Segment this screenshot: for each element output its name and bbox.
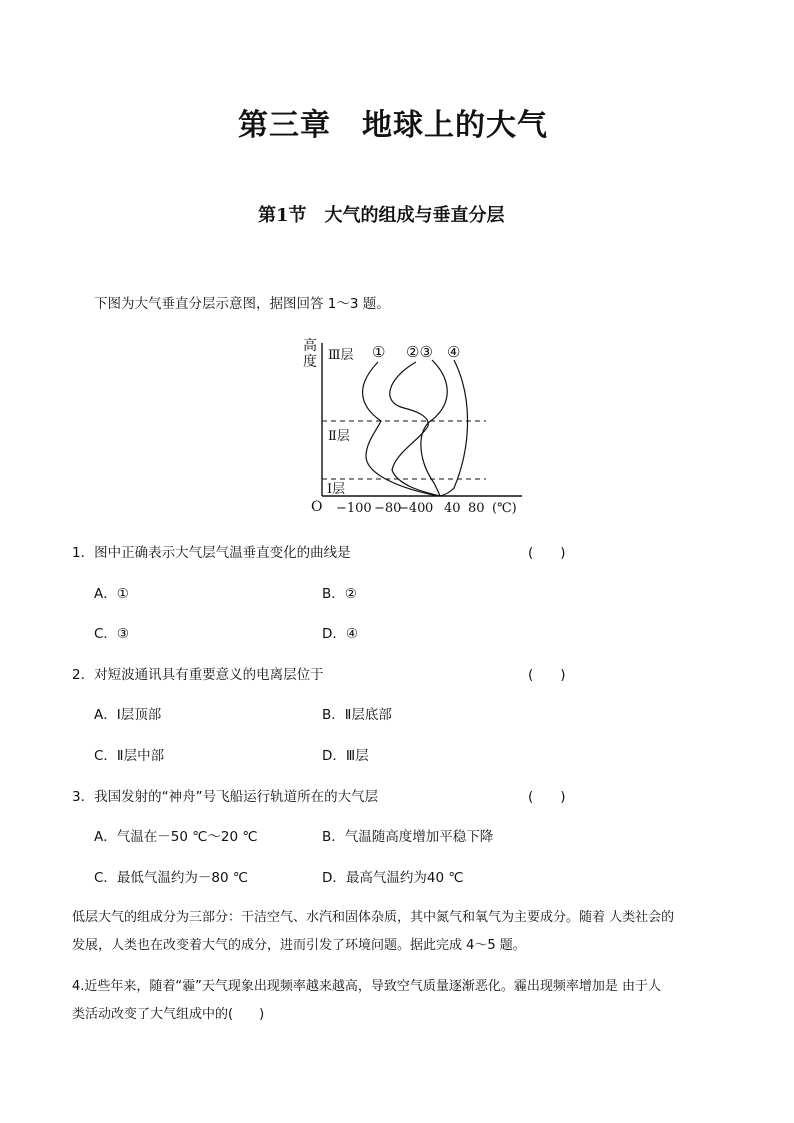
question-3-option-a[interactable]: A．气温在－50 ℃～20 ℃ bbox=[94, 829, 258, 845]
question-3-option-b[interactable]: B．气温随高度增加平稳下降 bbox=[322, 829, 494, 845]
curve-2 bbox=[390, 362, 440, 496]
curve-23-label: ②③ bbox=[406, 343, 433, 361]
question-2-option-c[interactable]: C．Ⅱ层中部 bbox=[94, 748, 165, 764]
x-tick: 0 bbox=[425, 501, 434, 516]
curve-4 bbox=[440, 360, 468, 496]
question-1-option-b[interactable]: B．② bbox=[322, 586, 357, 602]
question-3-answer-blank[interactable]: ( ) bbox=[528, 789, 566, 805]
curve-1-label: ① bbox=[372, 343, 386, 361]
question-1-answer-blank[interactable]: ( ) bbox=[528, 545, 566, 561]
question-3-option-c[interactable]: C．最低气温约为－80 ℃ bbox=[94, 870, 249, 886]
passage-line-1: 低层大气的组成分为三部分：干洁空气、水汽和固体杂质，其中氮气和氧气为主要成分。随着 人类社会的 bbox=[72, 910, 675, 925]
question-1-option-c[interactable]: C．③ bbox=[94, 626, 130, 642]
curve-4-label: ④ bbox=[447, 343, 461, 361]
layer-3-label: Ⅲ层 bbox=[328, 348, 354, 363]
question-2-option-a[interactable]: A．Ⅰ层顶部 bbox=[94, 707, 162, 723]
origin-label: O bbox=[311, 499, 323, 515]
atmosphere-layers-figure bbox=[296, 326, 536, 521]
question-1-stem: 1．图中正确表示大气层气温垂直变化的曲线是 bbox=[72, 545, 351, 561]
section-title: 第1节 大气的组成与垂直分层 bbox=[258, 205, 505, 226]
x-tick: −40 bbox=[398, 501, 426, 516]
y-label-2: 度 bbox=[303, 354, 317, 370]
question-3-option-d[interactable]: D．最高气温约为40 ℃ bbox=[322, 870, 464, 886]
question-2-option-d[interactable]: D．Ⅲ层 bbox=[322, 748, 369, 764]
intro-text: 下图为大气垂直分层示意图，据图回答 1～3 题。 bbox=[94, 296, 390, 312]
x-tick: −80 bbox=[374, 501, 402, 516]
question-2-option-b[interactable]: B．Ⅱ层底部 bbox=[322, 707, 392, 723]
question-3-stem: 3．我国发射的“神舟”号飞船运行轨道所在的大气层 bbox=[72, 789, 379, 805]
chapter-title: 第三章 地球上的大气 bbox=[238, 108, 548, 143]
layer-2-label: Ⅱ层 bbox=[328, 429, 350, 444]
x-tick: −100 bbox=[336, 501, 372, 516]
question-1-option-a[interactable]: A．① bbox=[94, 586, 129, 602]
question-1-option-d[interactable]: D．④ bbox=[322, 626, 358, 642]
y-label-1: 高 bbox=[303, 338, 317, 354]
curve-3 bbox=[421, 360, 447, 496]
x-unit: (℃) bbox=[492, 501, 517, 516]
question-4-line-1: 4.近些年来，随着“霾”天气现象出现频率越来越高，导致空气质量逐渐恶化。霾出现频率增加是 由于人 bbox=[72, 979, 662, 994]
x-tick: 40 bbox=[444, 501, 461, 516]
x-tick: 80 bbox=[468, 501, 485, 516]
question-2-answer-blank[interactable]: ( ) bbox=[528, 667, 566, 683]
question-4-line-2: 类活动改变了大气组成中的( ) bbox=[72, 1007, 265, 1022]
question-2-stem: 2．对短波通讯具有重要意义的电离层位于 bbox=[72, 667, 324, 683]
passage-line-2: 发展，人类也在改变着大气的成分，进而引发了环境问题。据此完成 4～5 题。 bbox=[72, 938, 526, 953]
layer-1-label: Ⅰ层 bbox=[327, 482, 346, 497]
